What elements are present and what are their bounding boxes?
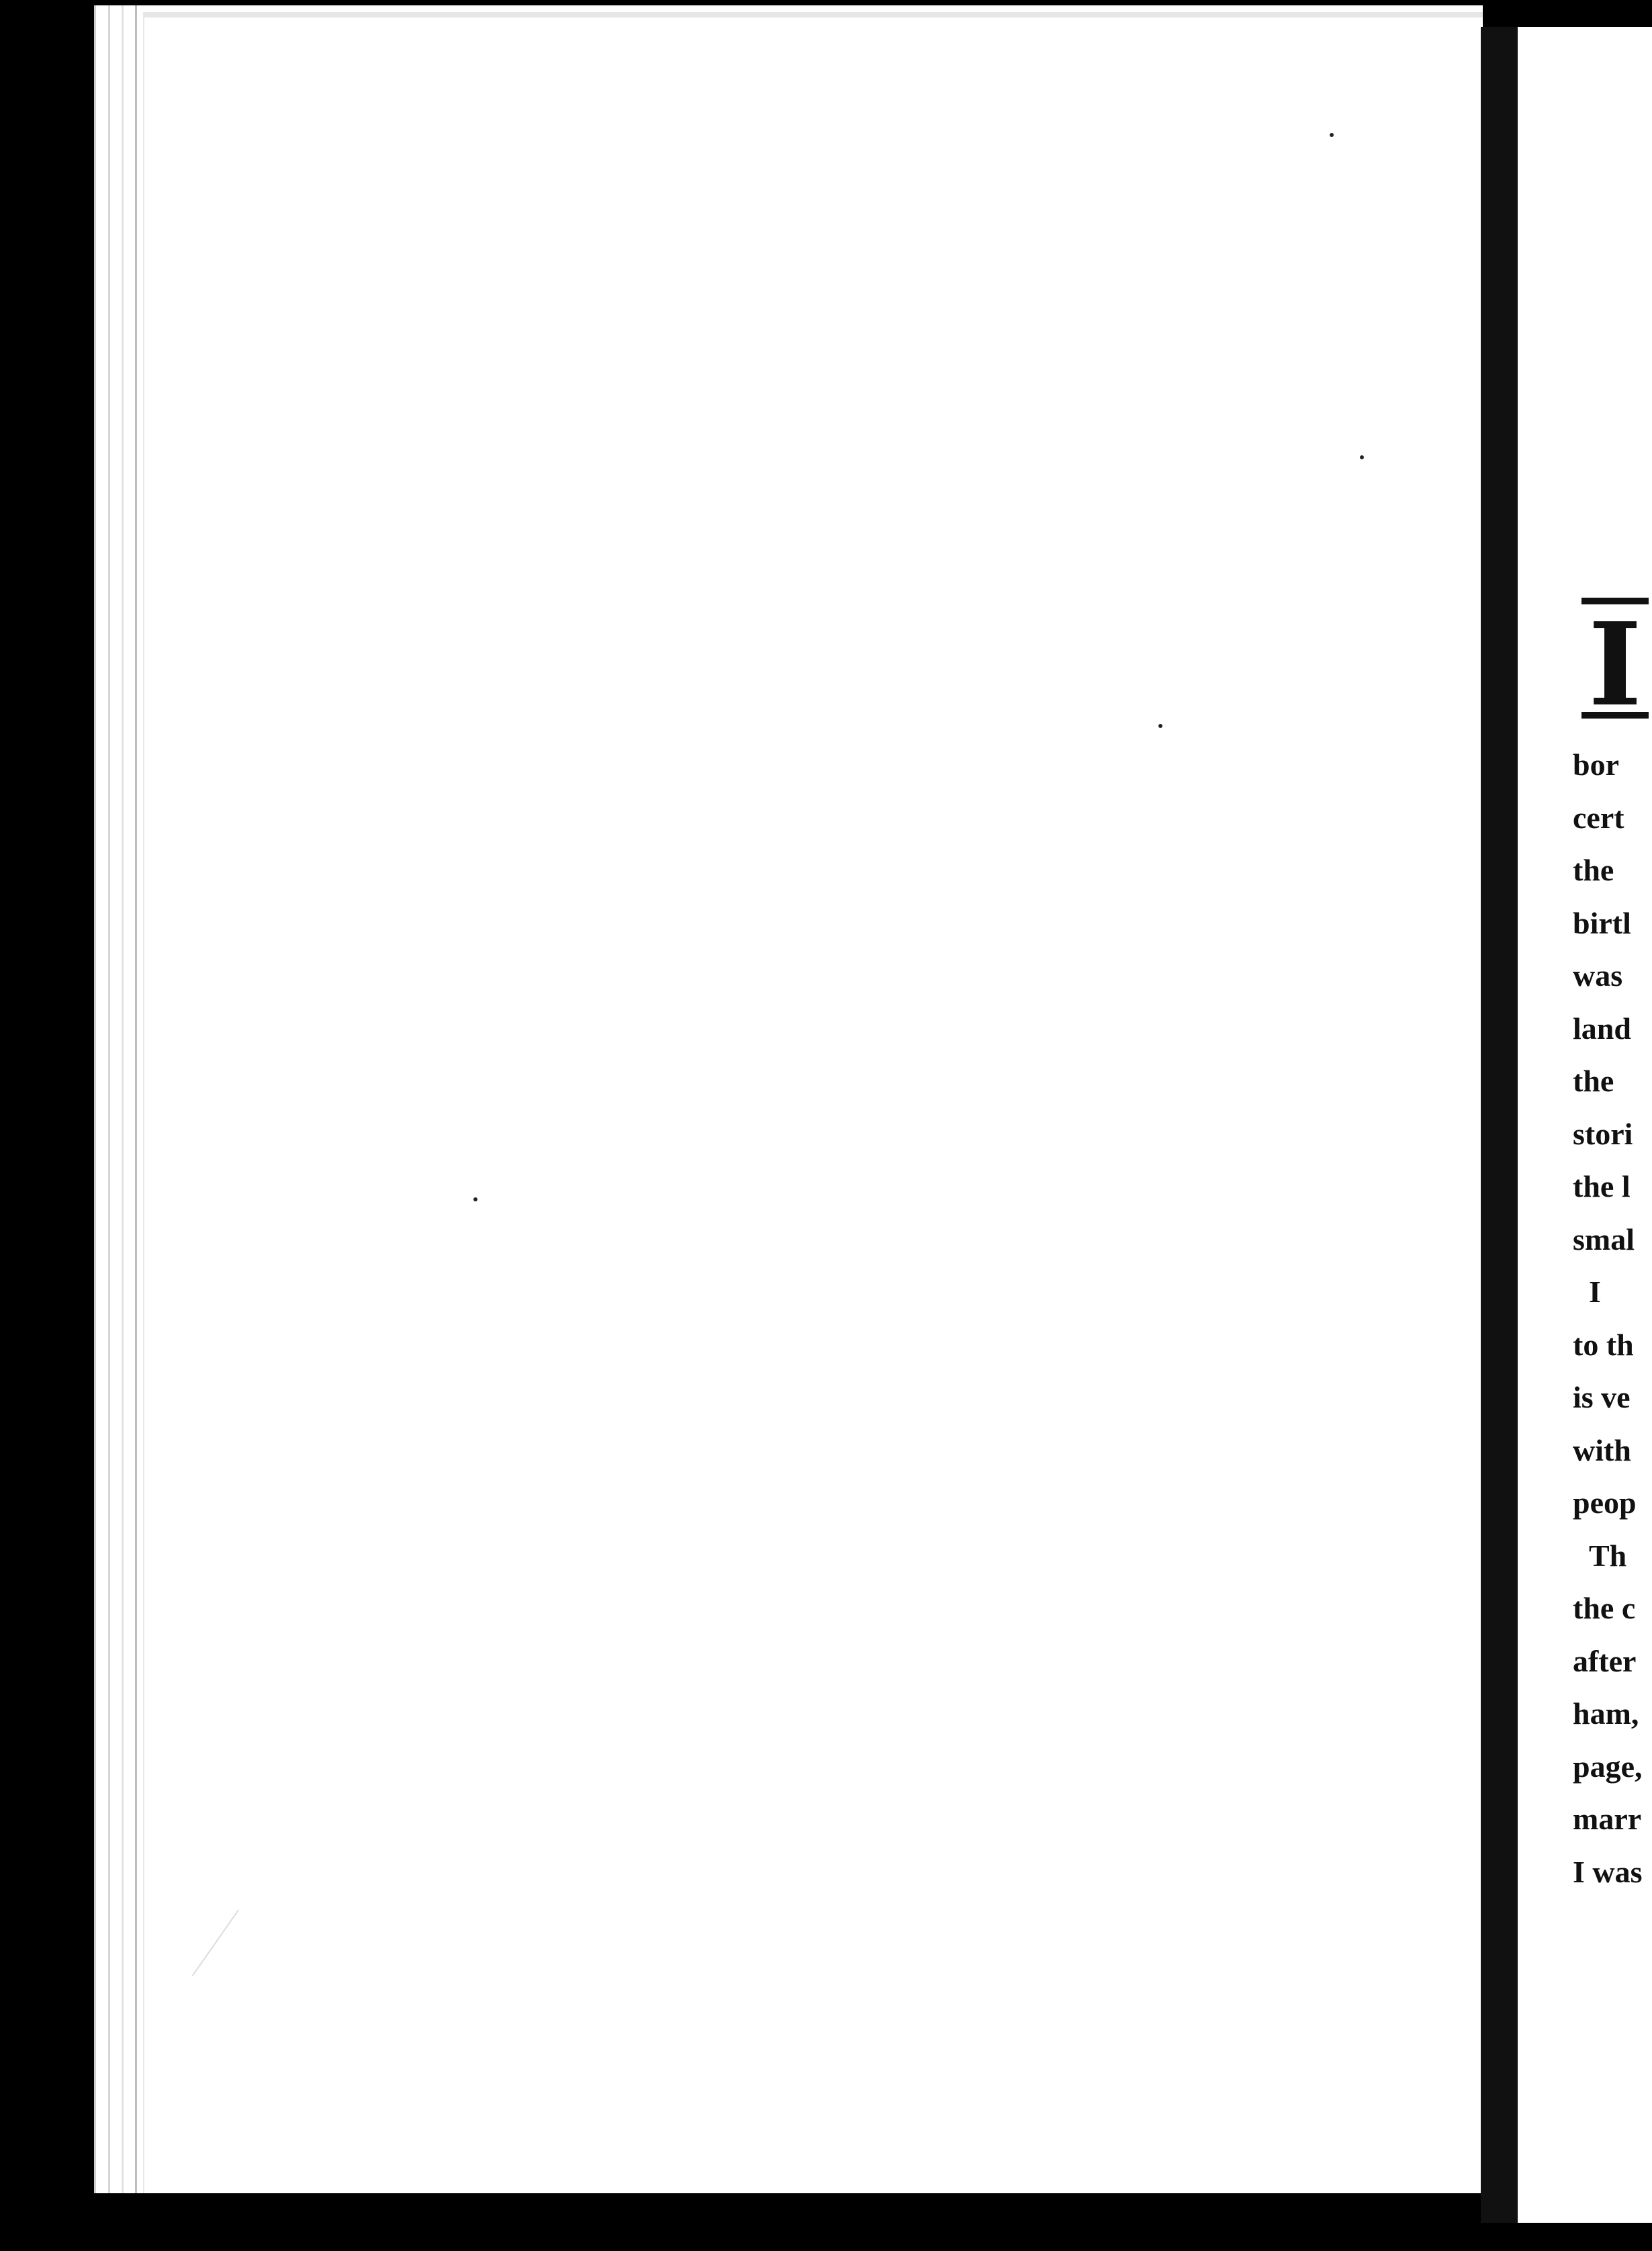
page-edge (108, 5, 110, 2193)
dust-speck (1360, 455, 1364, 459)
text-line: bor (1573, 747, 1619, 782)
right-page (1518, 27, 1652, 2223)
text-line: I was (1573, 1854, 1643, 1889)
book-gutter (1481, 27, 1518, 2223)
text-line: Th (1589, 1538, 1627, 1573)
text-line: the l (1573, 1169, 1631, 1203)
text-line: was (1573, 958, 1623, 993)
body-text (1573, 739, 1652, 1898)
text-line: is ve (1573, 1380, 1631, 1414)
text-line: after (1573, 1643, 1637, 1678)
text-line: cert (1573, 800, 1624, 835)
drop-cap: I (1581, 598, 1649, 719)
text-line: smal (1573, 1222, 1635, 1256)
page-top-edge (144, 12, 1483, 17)
dust-speck (473, 1197, 477, 1201)
text-line: I (1589, 1275, 1601, 1309)
page-edge (135, 5, 137, 2193)
left-page-surface (143, 12, 1483, 2193)
text-line: peop (1573, 1485, 1637, 1520)
text-line: land (1573, 1011, 1631, 1046)
text-line: with (1573, 1432, 1631, 1467)
text-line: ham, (1573, 1696, 1639, 1731)
text-line: to th (1573, 1327, 1634, 1362)
text-line: the c (1573, 1591, 1636, 1625)
text-line: marr (1573, 1802, 1642, 1836)
text-line: the (1573, 1064, 1614, 1098)
text-line: birtl (1573, 905, 1631, 940)
text-line: the (1573, 853, 1614, 887)
page-edge (122, 5, 124, 2193)
dust-speck (1158, 724, 1162, 728)
text-line: page, (1573, 1749, 1643, 1784)
text-line: stori (1573, 1116, 1633, 1151)
left-page-blank (94, 5, 1483, 2193)
scratch-mark (192, 1909, 239, 1976)
dust-speck (1330, 133, 1334, 137)
